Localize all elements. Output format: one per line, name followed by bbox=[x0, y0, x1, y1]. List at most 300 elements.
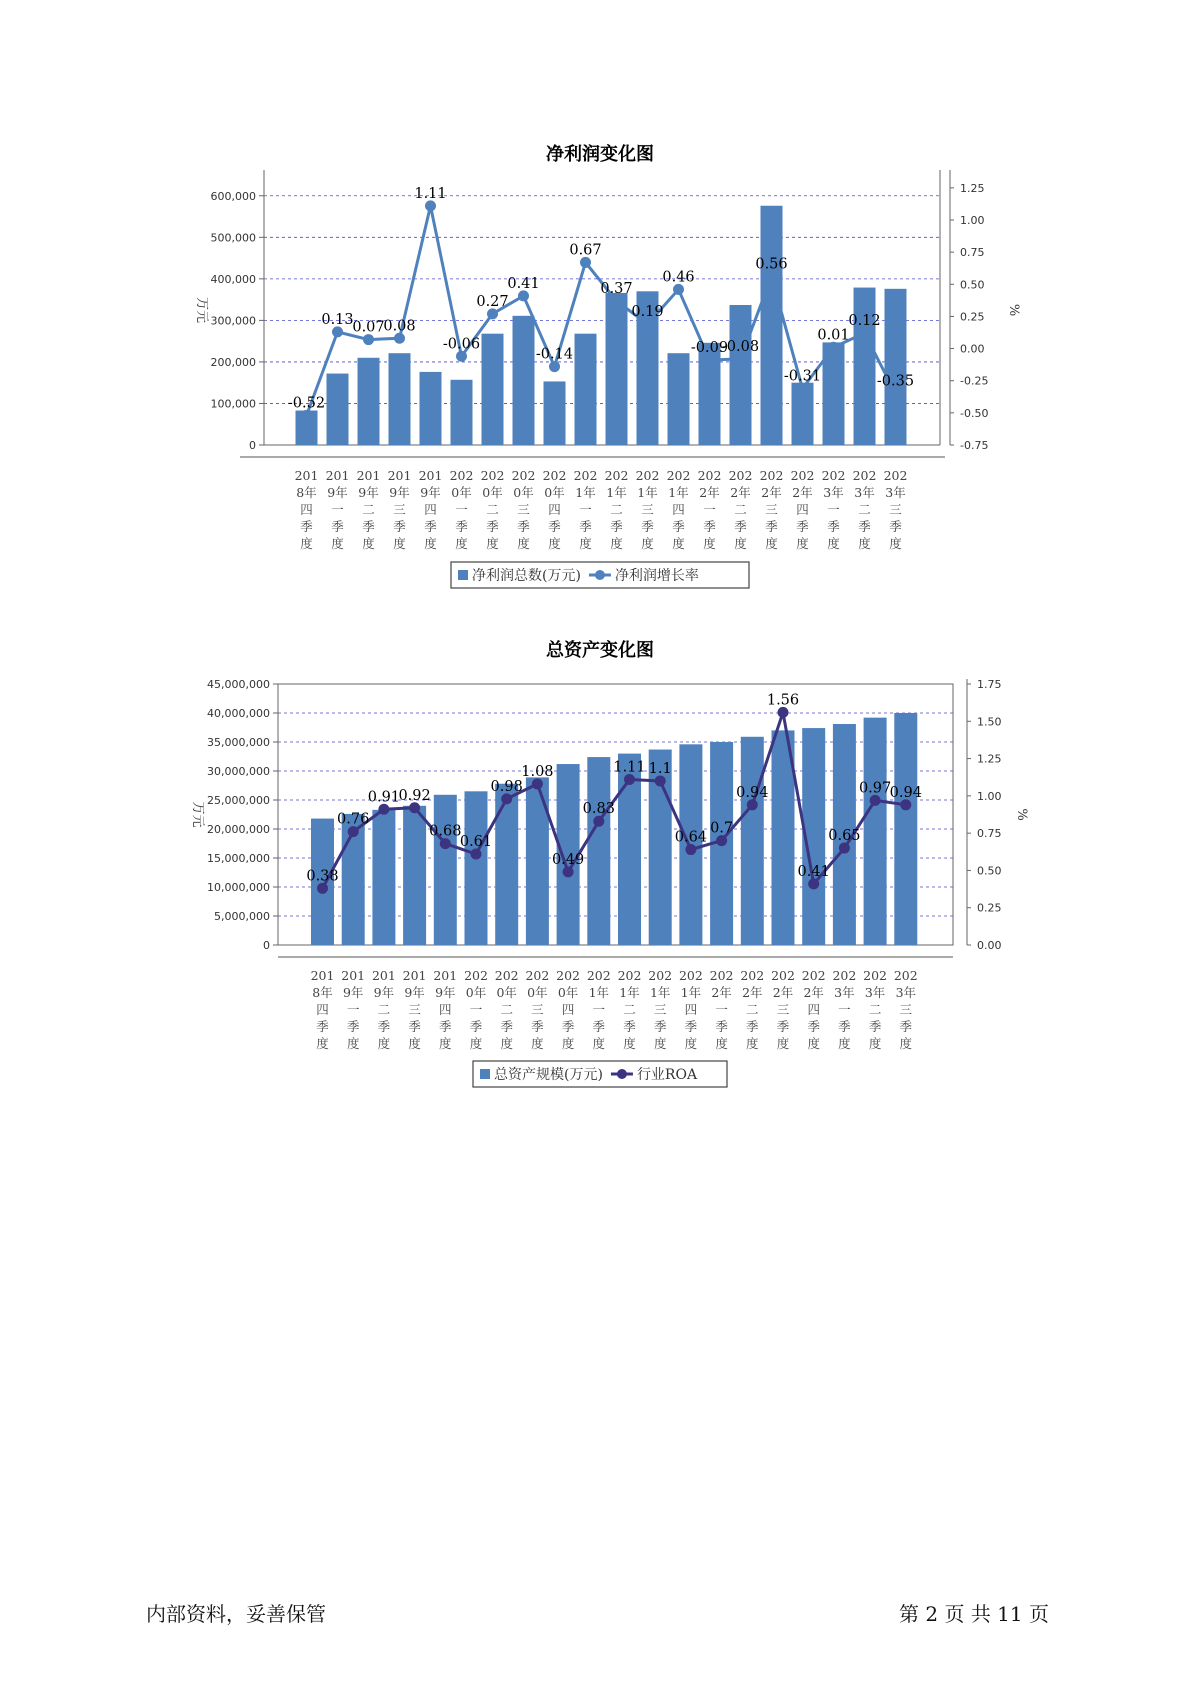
data-label: 0.37 bbox=[600, 281, 633, 297]
data-label: 0.67 bbox=[569, 242, 602, 259]
data-point bbox=[797, 383, 808, 394]
left-tick-label: 25,000,000 bbox=[207, 794, 270, 807]
category-label: 202 bbox=[821, 468, 846, 483]
category-label: 202 bbox=[635, 468, 660, 483]
category-labels bbox=[295, 468, 908, 551]
category-label: 202 bbox=[525, 968, 550, 983]
data-label: 1.11 bbox=[414, 185, 447, 202]
category-label: 度 bbox=[362, 536, 375, 551]
footer-page-number: 第 2 页 共 11 页 bbox=[899, 1602, 1049, 1626]
data-label: -0.08 bbox=[721, 338, 760, 355]
data-point bbox=[425, 200, 436, 211]
category-label: 0年 bbox=[527, 985, 548, 1000]
data-point bbox=[766, 271, 777, 282]
data-point bbox=[642, 319, 653, 330]
bar bbox=[495, 784, 518, 945]
category-label: 度 bbox=[531, 1036, 544, 1051]
left-tick-label: 15,000,000 bbox=[207, 852, 270, 865]
data-label: 0.7 bbox=[710, 820, 734, 837]
right-tick-label: 0.25 bbox=[977, 901, 1002, 915]
data-label: 0.38 bbox=[306, 868, 339, 885]
data-point bbox=[440, 838, 451, 849]
category-label: 季 bbox=[703, 519, 716, 534]
data-label: 0.94 bbox=[889, 784, 922, 801]
data-label: -0.52 bbox=[287, 395, 326, 412]
category-label: 201 bbox=[356, 468, 381, 483]
right-tick-label: 0.75 bbox=[977, 827, 1002, 841]
category-label: 度 bbox=[331, 536, 344, 551]
bar bbox=[513, 316, 535, 445]
bar bbox=[606, 293, 628, 445]
category-label: 3年 bbox=[864, 985, 886, 1000]
category-label: 季 bbox=[746, 1019, 759, 1034]
data-point bbox=[624, 774, 635, 785]
category-label: 一 bbox=[331, 502, 344, 517]
data-label: 0.01 bbox=[817, 327, 850, 344]
category-label: 季 bbox=[796, 519, 809, 534]
bar bbox=[434, 795, 457, 945]
category-label: 二 bbox=[858, 502, 871, 517]
category-label: 9年 bbox=[327, 485, 348, 500]
category-label: 三 bbox=[765, 502, 778, 517]
bar bbox=[587, 757, 610, 945]
bar bbox=[403, 806, 426, 945]
bar bbox=[389, 353, 411, 445]
category-label: 1年 bbox=[588, 985, 610, 1000]
category-label: 202 bbox=[666, 468, 691, 483]
category-label: 202 bbox=[801, 968, 826, 983]
category-label: 度 bbox=[776, 1036, 790, 1051]
data-label: 0.76 bbox=[337, 811, 370, 828]
total-assets-chart bbox=[0, 628, 1191, 1088]
category-label: 3年 bbox=[895, 985, 917, 1000]
category-label: 季 bbox=[715, 1019, 728, 1034]
legend-bar-swatch bbox=[480, 1069, 490, 1079]
data-label: 0.98 bbox=[490, 778, 523, 795]
category-label: 201 bbox=[387, 468, 412, 483]
category-label: 四 bbox=[561, 1002, 575, 1017]
legend-bar-label: 总资产规模(万元) bbox=[494, 1067, 603, 1083]
left-tick-label: 100,000 bbox=[210, 397, 256, 411]
category-label: 度 bbox=[610, 536, 623, 551]
category-label: 度 bbox=[734, 536, 747, 551]
category-label: 季 bbox=[641, 519, 654, 534]
category-label: 季 bbox=[838, 1019, 851, 1034]
category-label: 度 bbox=[807, 1036, 820, 1051]
category-label: 度 bbox=[561, 1036, 575, 1051]
category-label: 度 bbox=[838, 1036, 851, 1051]
category-label: 度 bbox=[424, 536, 437, 551]
left-tick-label: 10,000,000 bbox=[207, 881, 270, 894]
net-profit-chart-svg bbox=[0, 130, 1191, 590]
data-point bbox=[747, 799, 758, 810]
category-label: 度 bbox=[715, 1036, 728, 1051]
category-label: 1年 bbox=[649, 985, 671, 1000]
data-label: 0.56 bbox=[755, 256, 788, 273]
data-point bbox=[580, 257, 591, 268]
category-label: 二 bbox=[486, 502, 499, 517]
category-label: 202 bbox=[480, 468, 505, 483]
legend-bar-swatch bbox=[458, 570, 468, 580]
bar bbox=[482, 334, 504, 445]
data-label: 0.13 bbox=[321, 311, 354, 328]
category-label: 季 bbox=[316, 1019, 329, 1034]
data-point bbox=[890, 388, 901, 399]
category-label: 季 bbox=[734, 519, 747, 534]
category-label: 季 bbox=[653, 1019, 667, 1034]
right-axis bbox=[950, 170, 1021, 452]
right-tick-label: 0.00 bbox=[960, 342, 985, 356]
category-label: 202 bbox=[697, 468, 722, 483]
category-label: 季 bbox=[579, 519, 592, 534]
right-tick-label: 1.25 bbox=[960, 181, 985, 195]
data-label: -0.14 bbox=[535, 346, 574, 363]
category-label: 201 bbox=[310, 968, 335, 983]
category-label: 一 bbox=[715, 1002, 728, 1017]
category-label: 202 bbox=[604, 468, 629, 483]
category-label: 四 bbox=[300, 502, 313, 517]
category-label: 四 bbox=[439, 1002, 452, 1017]
right-tick-label: 1.25 bbox=[977, 752, 1002, 766]
left-tick-label: 200,000 bbox=[210, 355, 256, 369]
category-label: 季 bbox=[455, 519, 468, 534]
data-label: 0.12 bbox=[848, 313, 881, 330]
data-point bbox=[778, 707, 789, 718]
category-label: 度 bbox=[889, 536, 902, 551]
category-label: 季 bbox=[346, 1019, 360, 1034]
category-label: 1年 bbox=[575, 485, 596, 500]
category-label: 二 bbox=[362, 502, 375, 517]
category-label: 度 bbox=[500, 1036, 513, 1051]
category-label: 202 bbox=[586, 968, 611, 983]
category-label: 9年 bbox=[358, 485, 379, 500]
category-label: 0年 bbox=[465, 985, 487, 1000]
category-label: 度 bbox=[300, 536, 313, 551]
category-label: 三 bbox=[641, 502, 654, 517]
right-axis-title: % bbox=[1006, 303, 1021, 317]
category-label: 季 bbox=[610, 519, 623, 534]
category-label: 202 bbox=[883, 468, 908, 483]
category-label: 202 bbox=[449, 468, 474, 483]
data-label: 0.19 bbox=[631, 304, 664, 321]
category-label: 季 bbox=[684, 1019, 698, 1034]
data-point bbox=[735, 353, 746, 364]
data-label: -0.09 bbox=[690, 340, 729, 357]
category-label: 三 bbox=[393, 502, 406, 517]
category-label: 度 bbox=[899, 1036, 913, 1051]
category-label: 1年 bbox=[619, 985, 640, 1000]
data-label: 0.08 bbox=[383, 318, 416, 335]
category-label: 季 bbox=[517, 519, 530, 534]
category-label: 2年 bbox=[761, 485, 782, 500]
category-label: 四 bbox=[796, 502, 809, 517]
category-label: 一 bbox=[469, 1002, 483, 1017]
data-label: 0.68 bbox=[429, 823, 462, 840]
category-label: 季 bbox=[531, 1019, 544, 1034]
category-label: 201 bbox=[418, 468, 443, 483]
category-label: 度 bbox=[548, 536, 561, 551]
category-label: 0年 bbox=[557, 985, 579, 1000]
category-label: 季 bbox=[486, 519, 499, 534]
data-label: 0.64 bbox=[674, 829, 708, 846]
category-label: 季 bbox=[408, 1019, 421, 1034]
category-label: 3年 bbox=[854, 485, 875, 500]
right-tick-label: 1.75 bbox=[977, 678, 1002, 691]
category-label: 季 bbox=[623, 1019, 636, 1034]
data-point bbox=[593, 816, 604, 827]
left-axis-title: 万元 bbox=[194, 296, 209, 324]
category-label: 四 bbox=[684, 1002, 698, 1017]
data-point bbox=[870, 795, 881, 806]
bar bbox=[327, 374, 349, 445]
data-point bbox=[655, 775, 666, 786]
left-tick-label: 45,000,000 bbox=[207, 678, 270, 691]
data-point bbox=[301, 410, 312, 421]
data-point bbox=[378, 804, 389, 815]
bar bbox=[451, 380, 473, 445]
category-label: 202 bbox=[542, 468, 567, 483]
right-tick-label: 0.00 bbox=[977, 939, 1002, 952]
right-axis-title: % bbox=[1014, 808, 1029, 821]
legend bbox=[451, 562, 749, 588]
data-label: 0.83 bbox=[582, 801, 615, 818]
data-label: 0.61 bbox=[459, 834, 493, 851]
category-label: 二 bbox=[623, 1002, 636, 1017]
category-label: 0年 bbox=[513, 485, 534, 500]
right-tick-label: -0.50 bbox=[960, 406, 989, 420]
category-label: 季 bbox=[331, 519, 344, 534]
category-label: 一 bbox=[592, 1002, 606, 1017]
data-point bbox=[363, 334, 374, 345]
category-label: 度 bbox=[672, 536, 685, 551]
data-point bbox=[518, 290, 529, 301]
data-point bbox=[549, 361, 560, 372]
category-label: 201 bbox=[294, 468, 319, 483]
category-label: 一 bbox=[455, 502, 468, 517]
category-label: 度 bbox=[579, 536, 592, 551]
category-label: 度 bbox=[346, 1036, 360, 1051]
legend-line-marker bbox=[617, 1069, 627, 1079]
category-label: 季 bbox=[776, 1019, 790, 1034]
right-tick-label: 1.00 bbox=[977, 789, 1002, 803]
category-label: 0年 bbox=[496, 985, 517, 1000]
category-label: 9年 bbox=[389, 485, 410, 500]
legend-bar-label: 净利润总数(万元) bbox=[472, 568, 581, 584]
right-tick-label: -0.25 bbox=[960, 374, 989, 388]
data-label: 1.11 bbox=[613, 759, 646, 776]
right-tick-label: 1.00 bbox=[960, 214, 985, 227]
data-point bbox=[348, 826, 359, 837]
category-label: 9年 bbox=[404, 985, 425, 1000]
line-series bbox=[288, 186, 914, 421]
legend-line-marker bbox=[595, 570, 605, 580]
category-label: 202 bbox=[648, 968, 673, 983]
category-label: 季 bbox=[439, 1019, 452, 1034]
left-tick-label: 400,000 bbox=[210, 272, 256, 286]
bar bbox=[730, 305, 752, 445]
category-label: 二 bbox=[500, 1002, 513, 1017]
data-point bbox=[828, 342, 839, 353]
data-label: 0.07 bbox=[352, 319, 385, 336]
category-label: 季 bbox=[300, 519, 313, 534]
data-point bbox=[859, 328, 870, 339]
category-label: 三 bbox=[517, 502, 530, 517]
category-label: 季 bbox=[424, 519, 437, 534]
data-label: 1.56 bbox=[766, 692, 800, 709]
category-label: 1年 bbox=[680, 985, 702, 1000]
data-point bbox=[808, 878, 819, 889]
data-label: 0.92 bbox=[398, 787, 431, 804]
category-label: 二 bbox=[610, 502, 623, 517]
category-label: 季 bbox=[362, 519, 375, 534]
bar bbox=[575, 334, 597, 445]
category-label: 度 bbox=[455, 536, 468, 551]
data-point bbox=[317, 883, 328, 894]
category-label: 度 bbox=[868, 1036, 882, 1051]
category-label: 季 bbox=[899, 1019, 913, 1034]
category-label: 201 bbox=[341, 968, 366, 983]
category-label: 201 bbox=[325, 468, 350, 483]
category-label: 202 bbox=[494, 968, 519, 983]
category-label: 季 bbox=[592, 1019, 606, 1034]
category-label: 202 bbox=[464, 968, 488, 983]
category-label: 202 bbox=[511, 468, 536, 483]
category-label: 度 bbox=[858, 536, 871, 551]
category-label: 三 bbox=[889, 502, 902, 517]
category-label: 202 bbox=[740, 968, 765, 983]
category-label: 201 bbox=[402, 968, 427, 983]
category-label: 202 bbox=[832, 968, 857, 983]
category-label: 0年 bbox=[451, 485, 472, 500]
category-label: 0年 bbox=[544, 485, 565, 500]
right-tick-label: -0.75 bbox=[960, 439, 989, 452]
right-tick-label: 1.50 bbox=[977, 715, 1002, 729]
category-label: 二 bbox=[746, 1002, 759, 1017]
data-point bbox=[332, 326, 343, 337]
category-label: 202 bbox=[617, 968, 642, 983]
data-label: 1.1 bbox=[648, 760, 672, 777]
data-point bbox=[456, 351, 467, 362]
category-label: 201 bbox=[371, 968, 396, 983]
category-label: 9年 bbox=[373, 985, 395, 1000]
legend-line-label: 行业ROA bbox=[636, 1067, 698, 1083]
data-point bbox=[409, 802, 420, 813]
category-label: 季 bbox=[500, 1019, 513, 1034]
category-label: 201 bbox=[433, 968, 458, 983]
category-labels bbox=[311, 968, 918, 1051]
data-label: 0.41 bbox=[507, 275, 540, 292]
category-label: 一 bbox=[827, 502, 840, 517]
category-label: 度 bbox=[703, 536, 716, 551]
category-label: 8年 bbox=[296, 485, 317, 500]
category-label: 三 bbox=[531, 1002, 544, 1017]
data-point bbox=[532, 778, 543, 789]
category-label: 度 bbox=[377, 1036, 391, 1051]
data-point bbox=[704, 355, 715, 366]
data-point bbox=[716, 835, 727, 846]
data-label: -0.35 bbox=[876, 373, 915, 390]
category-label: 季 bbox=[889, 519, 902, 534]
category-label: 季 bbox=[868, 1019, 882, 1034]
category-label: 202 bbox=[728, 468, 753, 483]
category-label: 二 bbox=[734, 502, 747, 517]
category-label: 2年 bbox=[792, 485, 813, 500]
bar bbox=[420, 372, 442, 445]
data-point bbox=[394, 333, 405, 344]
category-label: 三 bbox=[776, 1002, 790, 1017]
left-tick-label: 20,000,000 bbox=[207, 823, 270, 836]
category-label: 0年 bbox=[482, 485, 503, 500]
category-label: 季 bbox=[548, 519, 561, 534]
bar bbox=[465, 791, 488, 945]
category-label: 2年 bbox=[742, 985, 763, 1000]
category-label: 季 bbox=[858, 519, 871, 534]
bar bbox=[864, 718, 887, 945]
bar bbox=[358, 358, 380, 445]
data-point bbox=[673, 284, 684, 295]
category-label: 度 bbox=[684, 1036, 698, 1051]
category-label: 度 bbox=[408, 1036, 421, 1051]
category-label: 1年 bbox=[668, 485, 689, 500]
left-tick-label: 35,000,000 bbox=[207, 736, 270, 749]
category-label: 3年 bbox=[885, 485, 906, 500]
category-label: 季 bbox=[561, 1019, 575, 1034]
data-label: 0.49 bbox=[551, 851, 585, 868]
category-label: 1年 bbox=[637, 485, 658, 500]
category-label: 季 bbox=[807, 1019, 820, 1034]
category-label: 度 bbox=[765, 536, 778, 551]
chart-title: 总资产变化图 bbox=[546, 640, 654, 661]
category-label: 一 bbox=[346, 1002, 360, 1017]
bar bbox=[372, 810, 395, 945]
category-label: 2年 bbox=[699, 485, 720, 500]
category-label: 季 bbox=[827, 519, 840, 534]
bar bbox=[544, 381, 566, 445]
category-label: 2年 bbox=[803, 985, 824, 1000]
data-label: 1.08 bbox=[521, 763, 554, 780]
category-label: 202 bbox=[678, 968, 703, 983]
net-profit-chart bbox=[0, 130, 1191, 590]
left-axis-title: 万元 bbox=[190, 801, 205, 828]
category-label: 202 bbox=[893, 968, 918, 983]
category-label: 度 bbox=[623, 1036, 636, 1051]
category-label: 三 bbox=[899, 1002, 913, 1017]
category-label: 度 bbox=[653, 1036, 667, 1051]
legend-line-label: 净利润增长率 bbox=[614, 568, 699, 584]
left-tick-label: 0 bbox=[263, 939, 270, 952]
category-label: 四 bbox=[807, 1002, 820, 1017]
data-point bbox=[563, 866, 574, 877]
category-label: 3年 bbox=[823, 485, 844, 500]
data-point bbox=[471, 849, 482, 860]
chart-title: 净利润变化图 bbox=[546, 144, 654, 165]
category-label: 度 bbox=[439, 1036, 452, 1051]
category-label: 度 bbox=[393, 536, 406, 551]
category-label: 9年 bbox=[420, 485, 441, 500]
bar bbox=[741, 737, 764, 945]
category-label: 202 bbox=[759, 468, 784, 483]
category-label: 202 bbox=[790, 468, 815, 483]
category-label: 度 bbox=[316, 1036, 329, 1051]
line-series bbox=[306, 692, 922, 893]
left-tick-label: 30,000,000 bbox=[207, 765, 270, 778]
left-tick-label: 40,000,000 bbox=[207, 707, 270, 720]
right-tick-label: 0.50 bbox=[977, 864, 1002, 878]
category-label: 度 bbox=[796, 536, 809, 551]
category-label: 四 bbox=[424, 502, 437, 517]
data-point bbox=[611, 296, 622, 307]
category-label: 2年 bbox=[730, 485, 751, 500]
